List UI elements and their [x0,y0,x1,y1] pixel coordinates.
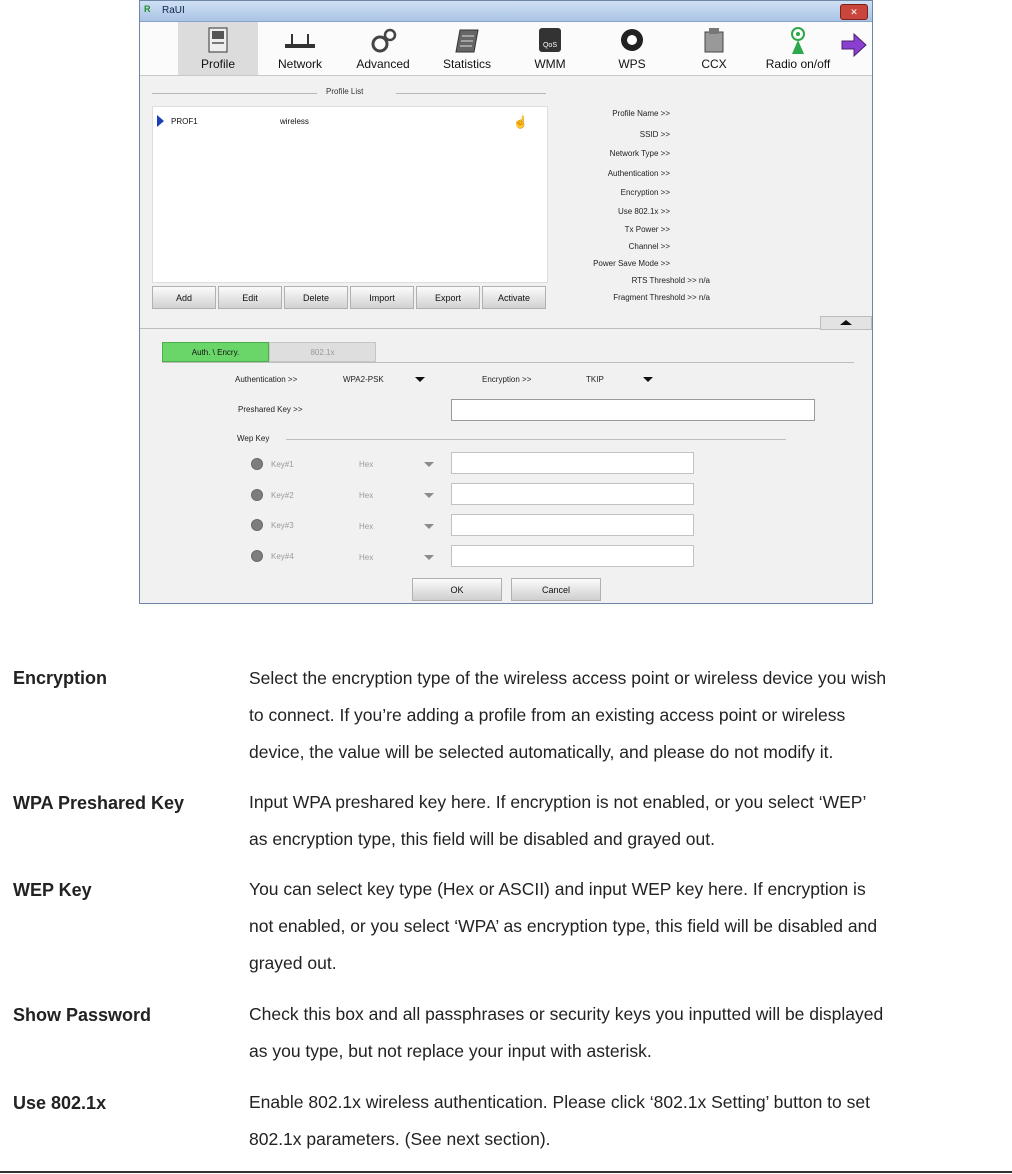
info-authentication: Authentication >> [607,169,670,178]
profile-row[interactable] [153,115,547,129]
key4-input[interactable] [451,545,694,567]
info-tx-power: Tx Power >> [624,225,670,234]
close-button[interactable] [840,4,868,20]
toolbar-statistics[interactable] [427,22,507,75]
key1-input[interactable] [451,452,694,474]
chevron-down-icon[interactable] [424,524,434,529]
key4-radio[interactable] [251,550,263,562]
delete-button[interactable]: Delete [284,286,348,309]
export-button[interactable]: Export [416,286,480,309]
wep-divider [286,439,786,440]
app-icon: R [144,4,151,14]
toolbar-label: Radio on/off [765,57,831,71]
tab-auth-encry[interactable]: Auth. \ Encry. [162,342,269,362]
key2-label: Key#2 [271,491,294,500]
edit-button[interactable]: Edit [218,286,282,309]
preshared-key-label: Preshared Key >> [238,405,303,414]
wep-key-title: Wep Key [237,434,270,443]
toolbar-label: WMM [534,57,566,71]
toolbar-label: Statistics [442,57,491,71]
info-encryption: Encryption >> [620,188,670,197]
encryption-label: Encryption >> [482,375,532,384]
toolbar-wps[interactable] [592,22,672,75]
key3-radio[interactable] [251,519,263,531]
chevron-down-icon[interactable] [424,462,434,467]
info-ssid: SSID >> [639,130,670,139]
term: Encryption [13,668,108,688]
profile-icon [207,26,229,54]
definition: You can select key type (Hex or ASCII) and input WEP key here. If encryption is not enabled, or you select ‘WPA’ as encryption type, this field will be disabled and grayed out. [249,879,878,973]
divider [140,328,872,329]
wps-icon [618,26,646,54]
rts-value: n/a [698,276,710,285]
toolbar-label: WPS [618,57,646,71]
definition: Enable 802.1x wireless authentication. Please click ‘802.1x Setting’ button to set 802.1x parameters. (See next section). [249,1092,870,1149]
authentication-label: Authentication >> [235,375,298,384]
advanced-icon [368,26,398,56]
key1-radio[interactable] [251,458,263,470]
fragment-value: n/a [698,293,710,302]
chevron-up-icon [840,320,852,325]
key2-radio[interactable] [251,489,263,501]
title-bar [140,1,872,22]
arrow-right-icon[interactable] [840,32,868,58]
key2-input[interactable] [451,483,694,505]
chevron-down-icon[interactable] [424,555,434,560]
toolbar-label: Network [277,57,322,71]
info-fragment: Fragment Threshold >> n/a [613,293,710,302]
wmm-icon [537,26,563,54]
authentication-select[interactable]: WPA2-PSK [343,375,384,384]
preshared-key-input[interactable] [451,399,815,421]
ccx-icon [701,26,727,54]
tab-divider [162,362,854,363]
toolbar-label: Profile [200,57,235,71]
definition: Check this box and all passphrases or security keys you inputted will be displayed as you type, but not replace your input with asterisk. [249,1004,884,1061]
term: Show Password [13,1005,152,1025]
term: Use 802.1x [13,1093,107,1113]
raui-window [139,0,873,604]
toolbar-wmm[interactable] [510,22,590,75]
toolbar-ccx[interactable] [674,22,754,75]
tab-8021x[interactable]: 802.1x [269,342,376,362]
toolbar-label: Advanced [356,57,410,71]
key1-type[interactable]: Hex [359,460,374,469]
cancel-button[interactable]: Cancel [511,578,601,601]
toolbar-profile[interactable] [178,22,258,75]
profile-list-title: Profile List [322,87,367,96]
toolbar-advanced[interactable] [343,22,423,75]
ok-button[interactable]: OK [412,578,502,601]
toolbar-radio[interactable] [756,22,840,75]
statistics-icon [454,26,480,54]
term: WPA Preshared Key [13,793,185,813]
definition: Select the encryption type of the wireless access point or wireless device you wish to connect. If you’re adding a profile from an existing access point or wireless device, the value will be selected automatically, and please do not modify it. [249,668,887,762]
info-profile-name: Profile Name >> [612,109,670,118]
info-power-save: Power Save Mode >> [593,259,670,268]
key1-label: Key#1 [271,460,294,469]
encryption-select[interactable]: TKIP [586,375,604,384]
window-title: RaUI [162,5,185,16]
import-button[interactable]: Import [350,286,414,309]
hand-icon: ☝ [513,115,528,129]
info-channel: Channel >> [628,242,670,251]
chevron-down-icon[interactable] [643,377,653,382]
key3-type[interactable]: Hex [359,522,374,531]
info-rts: RTS Threshold >> n/a [631,276,710,285]
svg-text:QoS: QoS [542,42,558,49]
profile-list[interactable] [152,106,548,283]
close-icon: ✕ [850,7,858,17]
info-network-type: Network Type >> [609,149,670,158]
chevron-down-icon[interactable] [424,493,434,498]
toolbar-network[interactable] [260,22,340,75]
profile-list-header [152,87,546,99]
key4-type[interactable]: Hex [359,553,374,562]
activate-button[interactable]: Activate [482,286,546,309]
toolbar-label: CCX [701,57,727,71]
profile-name: PROF1 [171,117,198,126]
add-button[interactable]: Add [152,286,216,309]
key3-input[interactable] [451,514,694,536]
key2-type[interactable]: Hex [359,491,374,500]
key3-label: Key#3 [271,521,294,530]
collapse-button[interactable] [820,316,872,330]
term: WEP Key [13,880,92,900]
definition: Input WPA preshared key here. If encryption is not enabled, or you select ‘WEP’ as encryption type, this field will be disabled and grayed out. [249,792,867,849]
radio-icon [787,26,809,56]
profile-buttons [152,286,546,310]
toolbar [140,22,872,76]
network-icon [283,26,317,54]
bottom-rule [0,1171,1012,1173]
profile-type: wireless [280,117,309,126]
auth-tabs [162,342,376,362]
key4-label: Key#4 [271,552,294,561]
active-profile-icon [157,115,164,127]
chevron-down-icon[interactable] [415,377,425,382]
info-use-8021x: Use 802.1x >> [617,207,670,216]
